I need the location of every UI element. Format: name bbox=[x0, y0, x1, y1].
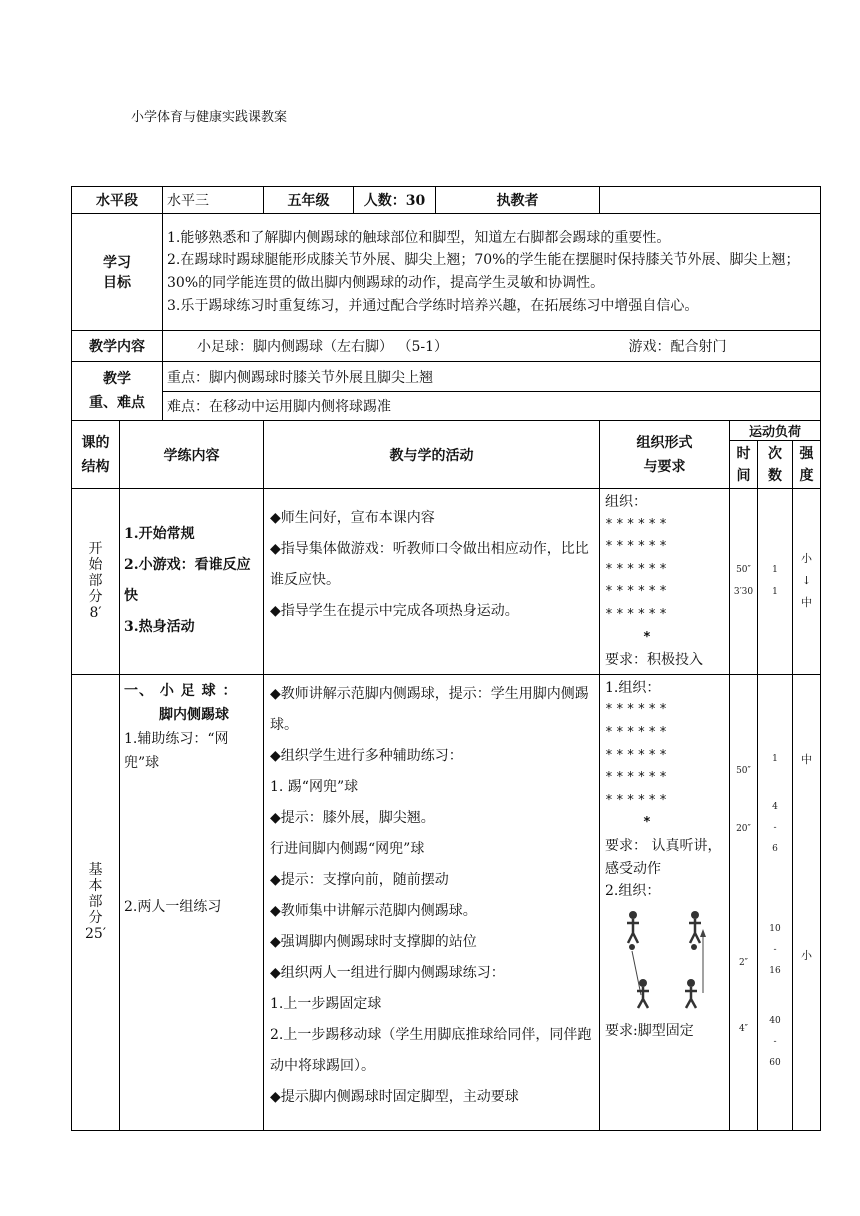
content-subtitle: 脚内侧踢球 bbox=[159, 706, 229, 723]
part1-time: 50″ 3′30 bbox=[730, 489, 758, 675]
reps-value: 1 bbox=[772, 753, 778, 764]
org-title: 2.组织： bbox=[605, 883, 661, 900]
intensity-value: 小 bbox=[801, 948, 813, 962]
content-item: 2.小游戏：看谁反应快 bbox=[124, 557, 251, 605]
time-value: 20″ bbox=[736, 823, 751, 834]
formation-row: ****** bbox=[605, 516, 670, 532]
player-figure-icon bbox=[689, 911, 701, 950]
structure-header: 课的 结构 bbox=[72, 421, 120, 489]
intensity-header: 强 度 bbox=[793, 441, 821, 489]
level-label: 水平段 bbox=[72, 187, 163, 214]
content-item: 1.开始常规 bbox=[124, 526, 195, 543]
part2-activities bbox=[264, 674, 600, 1130]
formation-row: ****** bbox=[605, 747, 670, 763]
activity-item: ◆组织两人一组进行脚内侧踢球练习： bbox=[270, 964, 505, 981]
activity-item: ◆指导集体做游戏：听教师口令做出相应动作，比比谁反应快。 bbox=[270, 541, 589, 588]
player-figure-icon bbox=[685, 979, 697, 1008]
teacher-value bbox=[600, 187, 821, 214]
activity-item: ◆提示：支撑向前，随前摆动 bbox=[270, 871, 449, 888]
activity-item: ◆提示：膝外展，脚尖翘。 bbox=[270, 809, 435, 826]
time-value: 50″ bbox=[736, 765, 751, 776]
intensity-value: 中 bbox=[801, 752, 813, 766]
formation-row: ****** bbox=[605, 584, 670, 600]
org-requirement: 要求： 认真听讲，感受动作 bbox=[605, 837, 722, 877]
content-main: 小足球：脚内侧踢球（左右脚） （5-1） bbox=[197, 339, 448, 355]
objective-item: 3.乐于踢球练习时重复练习，并通过配合学练时培养兴趣，在拓展练习中增强自信心。 bbox=[167, 297, 699, 314]
part1-intensity: 小 ↓ 中 bbox=[793, 489, 821, 675]
key-point: 重点：脚内侧踢球时膝关节外展且脚尖上翘 bbox=[163, 362, 821, 392]
part2-time bbox=[730, 674, 758, 1130]
reps-value: 10 - 16 bbox=[769, 923, 781, 976]
time-value: 4″ bbox=[738, 1023, 749, 1034]
content-label: 教学内容 bbox=[72, 331, 163, 362]
part2-label: 基 本 部 分 25′ bbox=[72, 674, 120, 1130]
formation-row: ****** bbox=[605, 792, 670, 808]
content-title: 一、 小 足 球 ： bbox=[124, 682, 238, 699]
time-header: 时 间 bbox=[730, 441, 758, 489]
teacher-position: * bbox=[643, 815, 654, 831]
formation-row: ****** bbox=[605, 702, 670, 718]
difficulty-point: 难点：在移动中运用脚内侧将球踢准 bbox=[163, 392, 821, 421]
content-value bbox=[163, 331, 821, 362]
activities-header: 教与学的活动 bbox=[264, 421, 600, 489]
time-value: 2″ bbox=[738, 957, 749, 968]
reps-value: 4 - 6 bbox=[772, 801, 778, 854]
org-requirement: 要求:脚型固定 bbox=[605, 1023, 694, 1040]
activity-item: ◆教师集中讲解示范脚内侧踢球。 bbox=[270, 902, 477, 919]
part1-activities bbox=[264, 489, 600, 675]
content-item: 3.热身活动 bbox=[124, 619, 195, 636]
content-header: 学练内容 bbox=[120, 421, 264, 489]
content-item: 2.两人一组练习 bbox=[124, 898, 222, 915]
document-header: 小学体育与健康实践课教案 bbox=[131, 110, 288, 125]
part1-label: 开 始 部 分 8′ bbox=[72, 489, 120, 675]
pass-line bbox=[632, 951, 641, 995]
formation-row: ****** bbox=[605, 561, 670, 577]
org-title: 组织： bbox=[605, 494, 647, 510]
student-count: 人数：30 bbox=[354, 187, 436, 214]
org-requirement: 要求：积极投入 bbox=[605, 652, 703, 669]
part1-reps: 1 1 bbox=[758, 489, 793, 675]
objectives-label: 学习 目标 bbox=[72, 214, 163, 331]
player-figure-icon bbox=[627, 911, 639, 950]
activity-item: 1. 踢“网兜”球 bbox=[270, 778, 359, 795]
teacher-position: * bbox=[643, 629, 654, 645]
content-game: 游戏：配合射门 bbox=[628, 339, 727, 355]
part2-org bbox=[600, 674, 730, 1130]
formation-row: ****** bbox=[605, 724, 670, 740]
pair-drill-diagram bbox=[605, 903, 723, 1013]
load-header: 运动负荷 bbox=[730, 421, 821, 441]
part1-org bbox=[600, 489, 730, 675]
reps-value: 40 - 60 bbox=[769, 1015, 781, 1068]
formation-row: ****** bbox=[605, 770, 670, 786]
activity-item: 2.上一步踢移动球（学生用脚底推球给同伴，同伴跑动中将球踢回）。 bbox=[270, 1026, 592, 1074]
arrow-up-icon bbox=[700, 929, 706, 937]
keypoints-label: 教学 重、难点 bbox=[72, 362, 163, 421]
activity-item: 1.上一步踢固定球 bbox=[270, 995, 382, 1012]
objective-item: 2.在踢球时踢球腿能形成膝关节外展、脚尖上翘；70%的学生能在摆腿时保持膝关节外展、脚尖上翘；30%的同学能连贯的做出脚内侧踢球的动作，提高学生灵敏和协调性。 bbox=[167, 252, 800, 291]
part2-intensity bbox=[793, 674, 821, 1130]
content-item: 1.辅助练习：“网兜”球 bbox=[124, 730, 229, 771]
formation-row: ****** bbox=[605, 606, 670, 622]
activity-item: ◆指导学生在提示中完成各项热身运动。 bbox=[270, 603, 519, 619]
org-header: 组织形式 与要求 bbox=[600, 421, 730, 489]
grade: 五年级 bbox=[264, 187, 354, 214]
activity-item: ◆提示脚内侧踢球时固定脚型，主动要球 bbox=[270, 1088, 519, 1105]
activity-item: ◆组织学生进行多种辅助练习： bbox=[270, 747, 463, 764]
lesson-plan-table bbox=[71, 186, 821, 1131]
activity-item: ◆强调脚内侧踢球时支撑脚的站位 bbox=[270, 933, 477, 950]
activity-item: ◆教师讲解示范脚内侧踢球，提示：学生用脚内侧踢球。 bbox=[270, 685, 589, 733]
objective-item: 1.能够熟悉和了解脚内侧踢球的触球部位和脚型，知道左右脚都会踢球的重要性。 bbox=[167, 229, 671, 246]
part1-content bbox=[120, 489, 264, 675]
formation-row: ****** bbox=[605, 539, 670, 555]
objectives-list bbox=[163, 214, 821, 331]
activity-item: ◆师生问好，宣布本课内容 bbox=[270, 510, 435, 526]
activity-item: 行进间脚内侧踢“网兜”球 bbox=[270, 840, 425, 857]
reps-header: 次 数 bbox=[758, 441, 793, 489]
part2-reps bbox=[758, 674, 793, 1130]
level-value: 水平三 bbox=[163, 187, 264, 214]
part2-content bbox=[120, 674, 264, 1130]
org-title: 1.组织： bbox=[605, 679, 661, 696]
teacher-label: 执教者 bbox=[436, 187, 600, 214]
